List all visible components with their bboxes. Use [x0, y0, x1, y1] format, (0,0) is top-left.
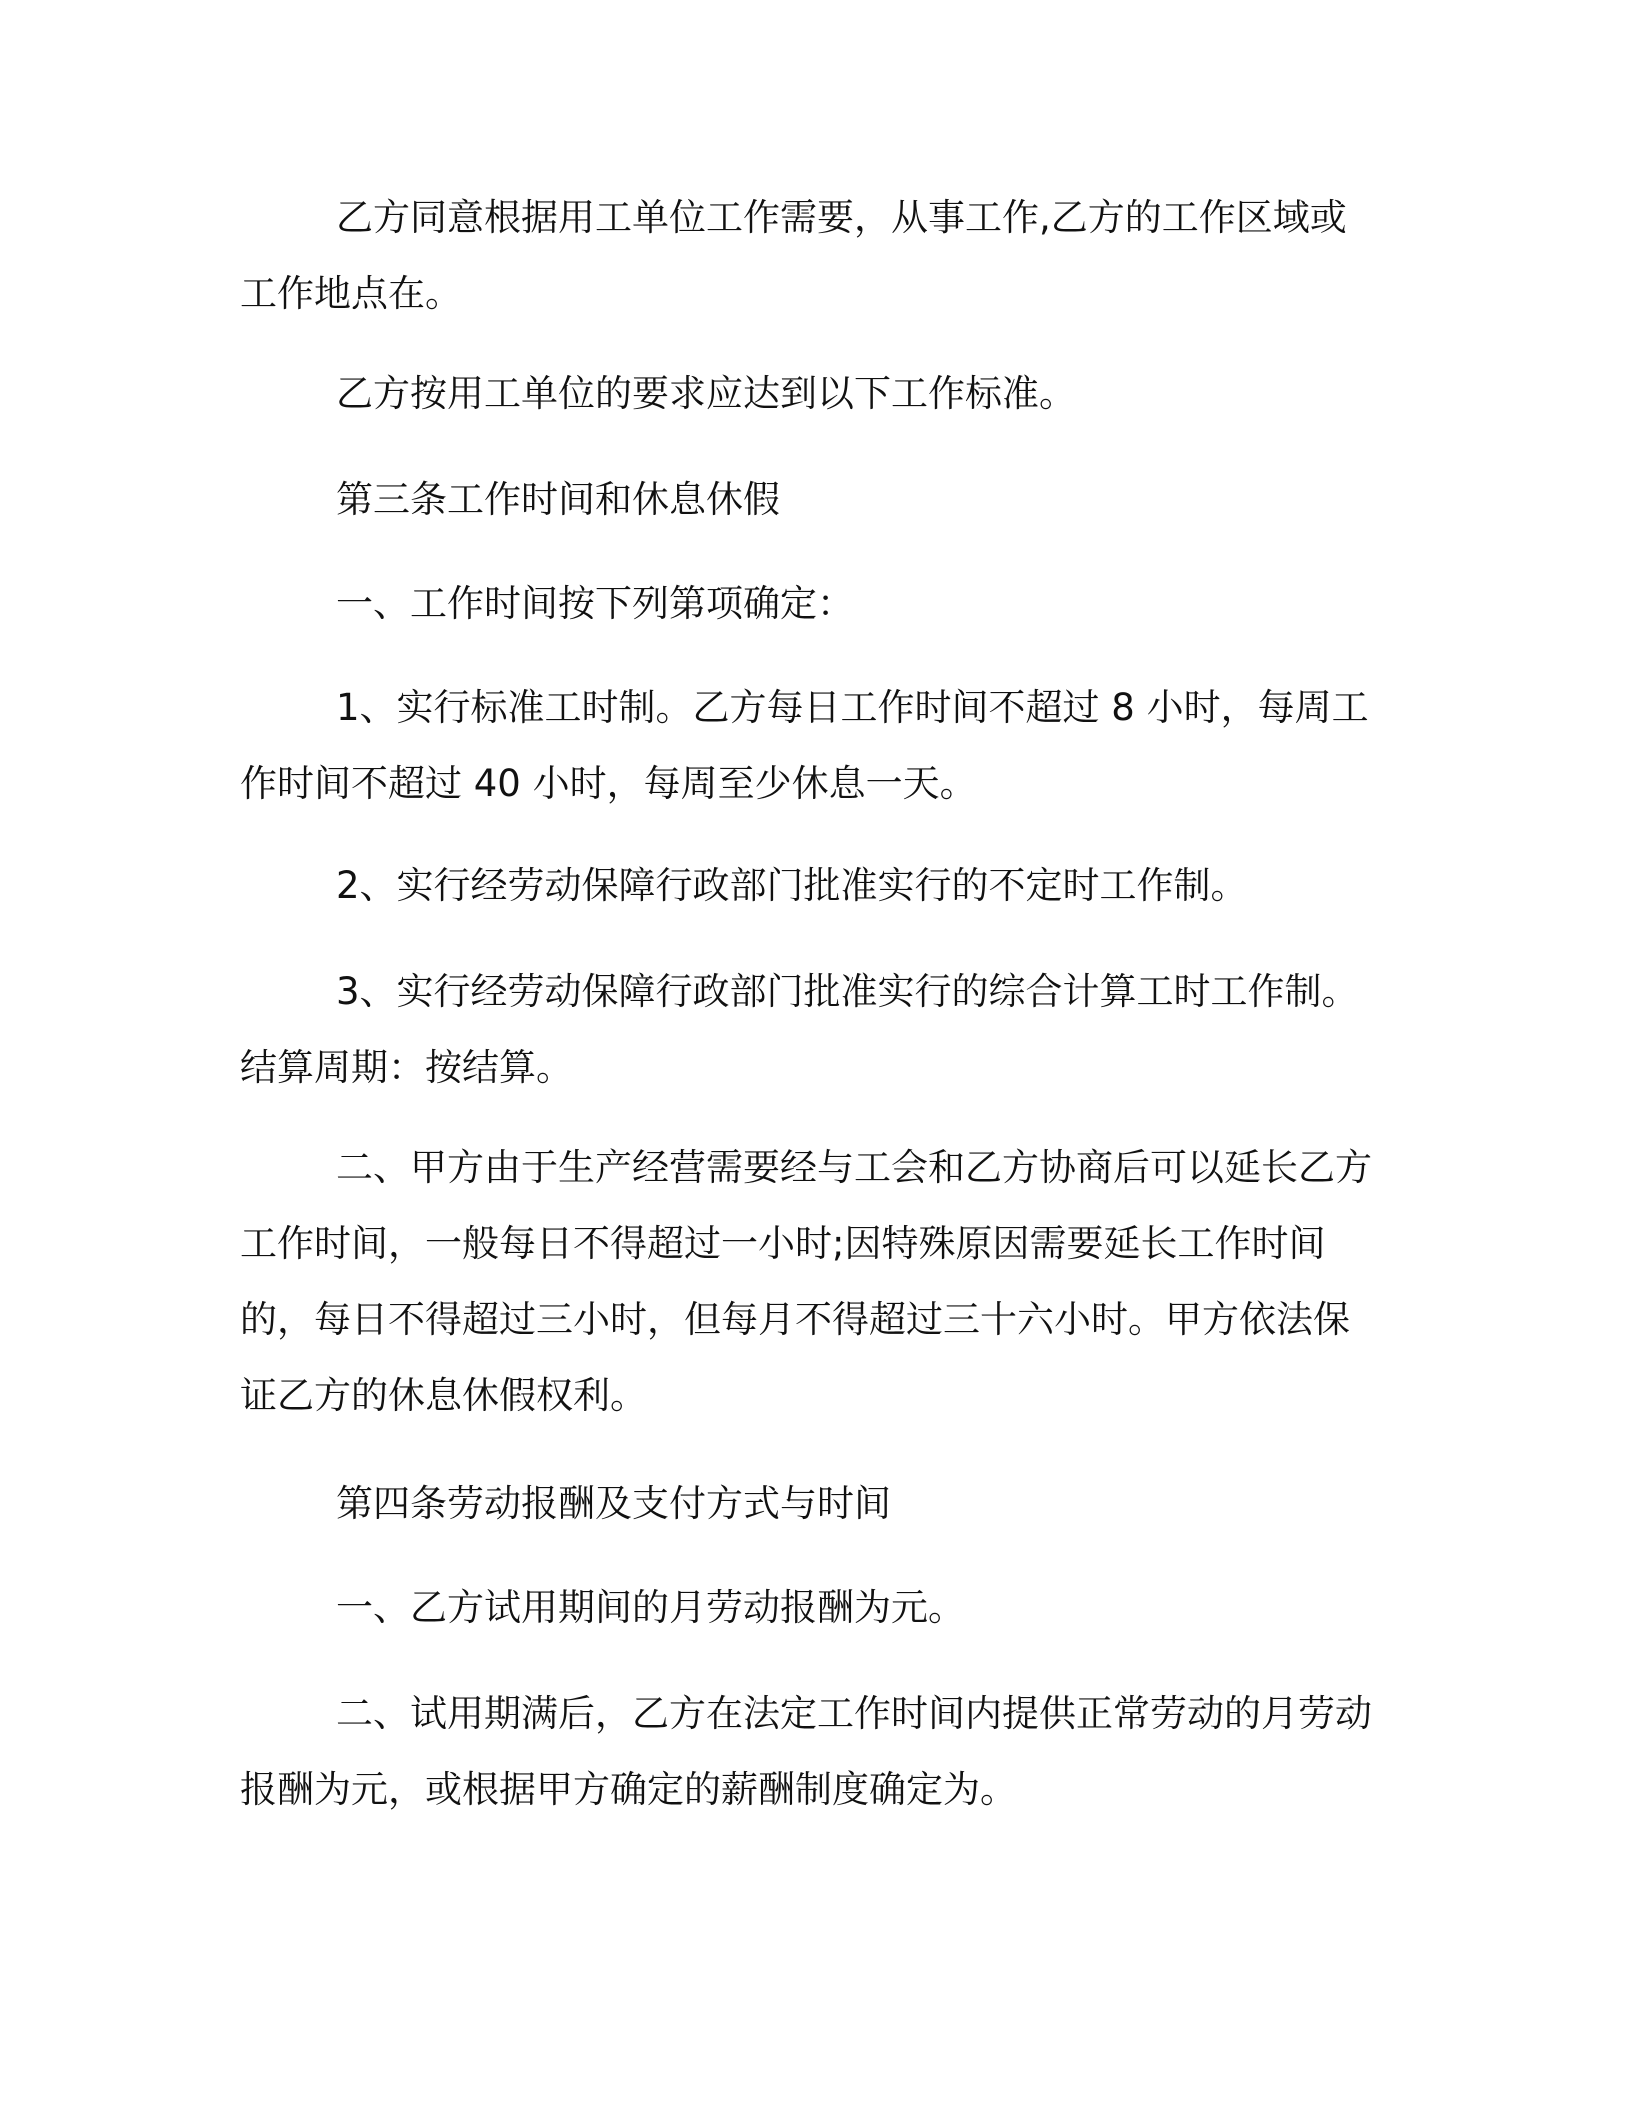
paragraph-overtime: 二、甲方由于生产经营需要经与工会和乙方协商后可以延长乙方工作时间，一般每日不得超过一小时;因特殊原因需要延长工作时间的，每日不得超过三小时，但每月不得超过三十六小时。甲方依法保证乙方的休息休假权利。: [240, 1146, 1372, 1417]
paragraph-work-location: 乙方同意根据用工单位工作需要，从事工作,乙方的工作区域或工作地点在。: [240, 196, 1347, 315]
paragraph-probation-pay: 一、乙方试用期间的月劳动报酬为元。: [336, 1586, 965, 1629]
paragraph-work-hours-intro: 一、工作时间按下列第项确定：: [336, 582, 854, 625]
paragraph-work-standard: 乙方按用工单位的要求应达到以下工作标准。: [336, 372, 1076, 415]
article-3-heading: 第三条工作时间和休息休假: [336, 478, 780, 521]
paragraph-standard-hours: 1、实行标准工时制。乙方每日工作时间不超过 8 小时，每周工作时间不超过 40 小时，每周至少休息一天。: [240, 686, 1369, 805]
paragraph-comprehensive-hours: 3、实行经劳动保障行政部门批准实行的综合计算工时工作制。结算周期：按结算。: [240, 970, 1359, 1089]
article-4-heading: 第四条劳动报酬及支付方式与时间: [336, 1482, 891, 1525]
paragraph-regular-pay: 二、试用期满后，乙方在法定工作时间内提供正常劳动的月劳动报酬为元，或根据甲方确定的薪酬制度确定为。: [240, 1692, 1372, 1811]
paragraph-flexible-hours: 2、实行经劳动保障行政部门批准实行的不定时工作制。: [336, 864, 1248, 907]
